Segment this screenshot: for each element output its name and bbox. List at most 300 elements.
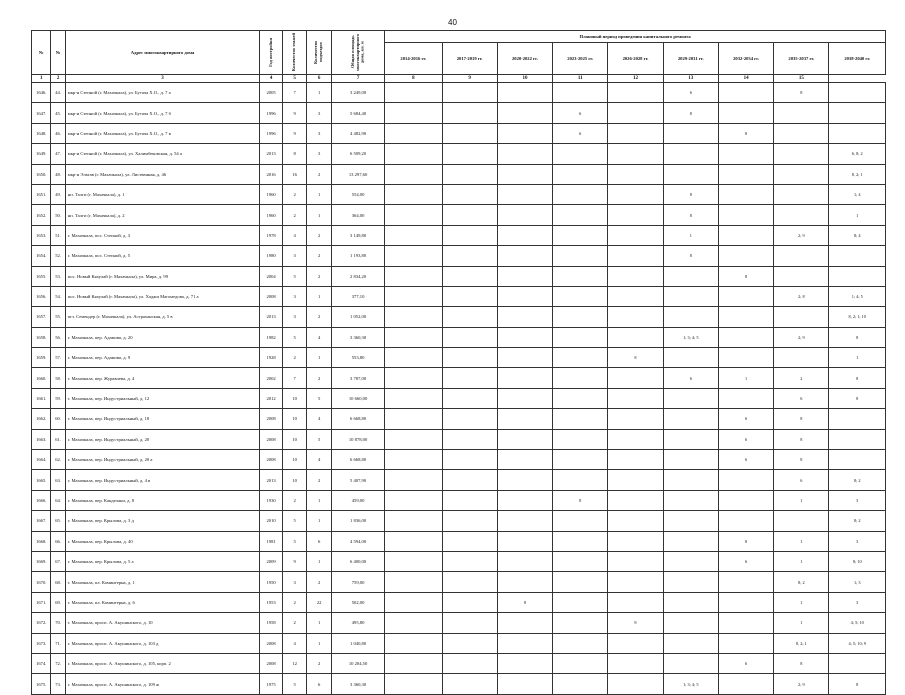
header-period-title: Плановый период проведения капитального ремонта xyxy=(385,31,886,43)
row-period-value xyxy=(829,123,886,143)
row-period-value xyxy=(774,246,829,266)
row-address: г. Махачкала, пер. Индустриальный, д. 20 а xyxy=(65,450,260,470)
row-period-value: 6 xyxy=(663,368,718,388)
row-period-value xyxy=(718,83,773,103)
table-row xyxy=(32,674,886,694)
row-floors: 4 xyxy=(282,633,307,653)
row-year: 1958 xyxy=(260,613,283,633)
row-number: 1661. xyxy=(32,388,51,408)
row-period-value xyxy=(497,490,552,510)
row-period-value xyxy=(385,409,442,429)
column-number: 8 xyxy=(385,75,442,83)
row-period-value: 8 xyxy=(608,613,663,633)
row-floors: 2 xyxy=(282,348,307,368)
column-number: 7 xyxy=(331,75,384,83)
row-number: 1666. xyxy=(32,490,51,510)
row-period-value xyxy=(497,307,552,327)
row-period-value xyxy=(497,327,552,347)
row-floors: 2 xyxy=(282,184,307,204)
row-period-value xyxy=(553,613,608,633)
row-period-value: 8 xyxy=(718,531,773,551)
row-period-value xyxy=(553,551,608,571)
row-entrances: 2 xyxy=(307,266,332,286)
header-period-1: 2017-2019 гг. xyxy=(442,43,497,75)
row-period-value xyxy=(774,348,829,368)
row-floors: 5 xyxy=(282,327,307,347)
header-area xyxy=(331,31,384,75)
header-no: № xyxy=(32,31,51,75)
row-local-number: 66. xyxy=(51,531,65,551)
row-period-value xyxy=(553,531,608,551)
row-address: нп. Талги (г. Махачкала), д. 2 xyxy=(65,205,260,225)
row-year: 1950 xyxy=(260,572,283,592)
row-number: 1664. xyxy=(32,450,51,470)
table-row xyxy=(32,164,886,184)
row-period-value: 2; 9 xyxy=(774,327,829,347)
row-floors: 7 xyxy=(282,83,307,103)
row-period-value xyxy=(497,368,552,388)
row-period-value xyxy=(608,572,663,592)
row-period-value xyxy=(385,653,442,673)
row-address: г. Махачкала, пер. Индустриальный, д. 4 в xyxy=(65,470,260,490)
row-local-number: 54. xyxy=(51,286,65,306)
row-period-value xyxy=(608,674,663,694)
row-period-value xyxy=(553,164,608,184)
row-area: 4 594,00 xyxy=(331,531,384,551)
row-period-value xyxy=(718,613,773,633)
row-address: мкр-н Степной (г. Махачкала), ул. Бутача Х.О., д. 7 б xyxy=(65,103,260,123)
row-period-value xyxy=(718,388,773,408)
row-period-value xyxy=(718,470,773,490)
row-period-value xyxy=(829,83,886,103)
row-period-value xyxy=(442,633,497,653)
row-entrances: 2 xyxy=(307,572,332,592)
row-floors: 3 xyxy=(282,572,307,592)
row-entrances: 1 xyxy=(307,551,332,571)
row-period-value: 2; 8 xyxy=(774,286,829,306)
table-row xyxy=(32,123,886,143)
row-entrances: 1 xyxy=(307,184,332,204)
row-period-value: 6 xyxy=(774,388,829,408)
row-period-value: 8 xyxy=(663,246,718,266)
header-period-7: 2035-2037 гг. xyxy=(774,43,829,75)
row-period-value xyxy=(663,123,718,143)
row-period-value xyxy=(608,246,663,266)
row-period-value xyxy=(442,286,497,306)
header-period-6: 2032-2034 гг. xyxy=(718,43,773,75)
row-number: 1659. xyxy=(32,348,51,368)
row-address: г. Махачкала, пос. Степной, д. 3 xyxy=(65,225,260,245)
row-period-value: 8, 2; 1; 10 xyxy=(829,307,886,327)
row-entrances: 6 xyxy=(307,531,332,551)
row-period-value: 8; 2 xyxy=(829,470,886,490)
row-period-value xyxy=(774,307,829,327)
row-floors: 8 xyxy=(282,144,307,164)
row-period-value xyxy=(385,633,442,653)
row-year: 2009 xyxy=(260,551,283,571)
row-period-value xyxy=(442,470,497,490)
row-period-value xyxy=(385,674,442,694)
row-year: 2005 xyxy=(260,83,283,103)
row-period-value xyxy=(608,531,663,551)
header-year-label: Год постройки xyxy=(267,37,273,67)
row-period-value xyxy=(608,103,663,123)
row-period-value xyxy=(442,225,497,245)
row-period-value xyxy=(497,551,552,571)
row-period-value: 8 xyxy=(774,653,829,673)
row-entrances: 2 xyxy=(307,368,332,388)
row-period-value xyxy=(385,307,442,327)
row-floors: 12 xyxy=(282,653,307,673)
row-period-value xyxy=(385,348,442,368)
row-period-value: 8 xyxy=(829,368,886,388)
row-period-value xyxy=(718,327,773,347)
row-period-value: 8; 2 xyxy=(774,572,829,592)
row-entrances: 5 xyxy=(307,429,332,449)
row-period-value xyxy=(385,83,442,103)
row-local-number: 55. xyxy=(51,307,65,327)
row-entrances: 4 xyxy=(307,327,332,347)
header-period-2: 2020-2022 гг. xyxy=(497,43,552,75)
row-year: 2008 xyxy=(260,633,283,653)
row-period-value: 8 xyxy=(663,103,718,123)
row-period-value xyxy=(608,490,663,510)
column-number: 9 xyxy=(442,75,497,83)
table-row xyxy=(32,531,886,551)
row-entrances: 2 xyxy=(307,307,332,327)
row-number: 1670. xyxy=(32,572,51,592)
row-number: 1675. xyxy=(32,674,51,694)
row-entrances: 1 xyxy=(307,490,332,510)
row-period-value xyxy=(774,266,829,286)
row-period-value xyxy=(553,633,608,653)
row-year: 2004 xyxy=(260,266,283,286)
row-period-value xyxy=(718,348,773,368)
table-row xyxy=(32,103,886,123)
row-period-value xyxy=(553,470,608,490)
row-address: г. Махачкала, пер. Крылова, д. 40 xyxy=(65,531,260,551)
row-period-value: 4; 5; 10; 9 xyxy=(829,633,886,653)
row-period-value: 8 xyxy=(718,266,773,286)
row-period-value xyxy=(497,653,552,673)
row-year: 1930 xyxy=(260,490,283,510)
table-row xyxy=(32,511,886,531)
row-period-value: 1 xyxy=(774,592,829,612)
row-period-value: 8, 2; 1 xyxy=(774,633,829,653)
row-period-value: 1 xyxy=(829,205,886,225)
row-period-value: 6 xyxy=(718,450,773,470)
row-period-value: 8 xyxy=(553,490,608,510)
row-period-value xyxy=(497,348,552,368)
row-year: 2008 xyxy=(260,286,283,306)
row-year: 2008 xyxy=(260,450,283,470)
row-address: мкр-н Степной (г. Махачкала), ул. Бутача Х.О., д. 7 в xyxy=(65,123,260,143)
row-area: 553,80 xyxy=(331,348,384,368)
row-address: пос. Новый Кяхулай (г. Махачкала), ул. Мира, д. 99 xyxy=(65,266,260,286)
row-area: 6 509,20 xyxy=(331,144,384,164)
table-row xyxy=(32,450,886,470)
row-period-value xyxy=(663,144,718,164)
row-address: г. Махачкала, пос. Степной, д. 5 xyxy=(65,246,260,266)
row-period-value xyxy=(718,286,773,306)
row-period-value xyxy=(718,144,773,164)
row-local-number: 68. xyxy=(51,572,65,592)
row-period-value xyxy=(608,286,663,306)
row-period-value xyxy=(442,674,497,694)
row-period-value xyxy=(663,388,718,408)
row-local-number: 73. xyxy=(51,674,65,694)
row-period-value xyxy=(663,348,718,368)
row-period-value xyxy=(608,450,663,470)
row-period-value xyxy=(442,348,497,368)
row-period-value xyxy=(442,368,497,388)
row-period-value xyxy=(497,184,552,204)
row-period-value: 6, 8; 2 xyxy=(829,144,886,164)
row-period-value xyxy=(553,83,608,103)
row-period-value xyxy=(608,266,663,286)
column-number: 2 xyxy=(51,75,65,83)
row-period-value xyxy=(442,205,497,225)
row-local-number: 48. xyxy=(51,164,65,184)
row-period-value: 8, 2; 1 xyxy=(829,164,886,184)
row-year: 2008 xyxy=(260,653,283,673)
row-period-value xyxy=(385,205,442,225)
row-year: 2008 xyxy=(260,429,283,449)
row-period-value xyxy=(553,327,608,347)
row-period-value: 8 xyxy=(774,409,829,429)
row-period-value xyxy=(663,470,718,490)
row-period-value xyxy=(385,388,442,408)
row-period-value xyxy=(718,205,773,225)
row-period-value xyxy=(385,429,442,449)
row-period-value xyxy=(553,348,608,368)
row-local-number: 62. xyxy=(51,450,65,470)
row-period-value xyxy=(663,653,718,673)
row-period-value xyxy=(385,164,442,184)
row-period-value: 8; 10 xyxy=(829,551,886,571)
row-local-number: 44. xyxy=(51,83,65,103)
row-number: 1667. xyxy=(32,511,51,531)
row-local-number: 46. xyxy=(51,123,65,143)
table-row xyxy=(32,368,886,388)
row-period-value xyxy=(497,531,552,551)
row-period-value: 3 xyxy=(829,490,886,510)
row-period-value xyxy=(442,490,497,510)
row-period-value xyxy=(663,307,718,327)
row-period-value xyxy=(608,511,663,531)
row-floors: 5 xyxy=(282,531,307,551)
row-period-value xyxy=(385,592,442,612)
row-address: г. Махачкала, пер. Адамова, д. 9 xyxy=(65,348,260,368)
row-period-value xyxy=(385,511,442,531)
column-number: 5 xyxy=(282,75,307,83)
row-period-value xyxy=(442,123,497,143)
row-area: 10 204,50 xyxy=(331,653,384,673)
row-period-value: 6 xyxy=(718,409,773,429)
header-address: Адрес многоквартирного дома xyxy=(65,31,260,75)
row-period-value: 1 xyxy=(663,225,718,245)
row-period-value: 1; 3 xyxy=(829,572,886,592)
row-period-value: 1 xyxy=(829,348,886,368)
row-entrances: 2 xyxy=(307,246,332,266)
row-local-number: 51. xyxy=(51,225,65,245)
row-number: 1663. xyxy=(32,429,51,449)
row-area: 3 360,30 xyxy=(331,674,384,694)
row-area: 3 360,30 xyxy=(331,327,384,347)
row-year: 1980 xyxy=(260,246,283,266)
row-period-value: 6 xyxy=(553,103,608,123)
row-period-value xyxy=(497,225,552,245)
row-floors: 3 xyxy=(282,246,307,266)
row-number: 1674. xyxy=(32,653,51,673)
row-period-value xyxy=(718,490,773,510)
row-period-value xyxy=(774,205,829,225)
row-floors: 10 xyxy=(282,409,307,429)
row-period-value xyxy=(385,572,442,592)
row-local-number: 57. xyxy=(51,348,65,368)
row-period-value xyxy=(608,327,663,347)
row-period-value: 8; 4 xyxy=(829,225,886,245)
row-period-value xyxy=(553,368,608,388)
row-number: 1649. xyxy=(32,144,51,164)
row-period-value xyxy=(442,184,497,204)
column-number: 12 xyxy=(608,75,663,83)
row-entrances: 4 xyxy=(307,450,332,470)
table-row xyxy=(32,184,886,204)
row-period-value xyxy=(718,674,773,694)
row-year: 2016 xyxy=(260,164,283,184)
row-period-value xyxy=(553,184,608,204)
row-period-value xyxy=(442,511,497,531)
header-entrances xyxy=(307,31,332,75)
row-period-value xyxy=(663,266,718,286)
row-period-value xyxy=(385,103,442,123)
row-address: пгт. Семендер (г. Махачкала), ул. Астраханская, д. 5 в xyxy=(65,307,260,327)
table-row xyxy=(32,551,886,571)
table-row xyxy=(32,327,886,347)
row-local-number: 67. xyxy=(51,551,65,571)
table-row xyxy=(32,409,886,429)
row-floors: 7 xyxy=(282,368,307,388)
table-row xyxy=(32,388,886,408)
row-period-value xyxy=(385,368,442,388)
row-entrances: 2 xyxy=(307,653,332,673)
row-year: 1928 xyxy=(260,348,283,368)
table-row xyxy=(32,83,886,103)
row-period-value xyxy=(497,103,552,123)
table-row xyxy=(32,592,886,612)
row-period-value: 8 xyxy=(718,123,773,143)
column-number: 15 xyxy=(774,75,829,83)
row-period-value xyxy=(385,450,442,470)
row-area: 459,00 xyxy=(331,490,384,510)
row-period-value xyxy=(663,531,718,551)
row-area: 364,00 xyxy=(331,205,384,225)
row-number: 1652. xyxy=(32,205,51,225)
header-period-0: 2014-2016 гг. xyxy=(385,43,442,75)
row-period-value xyxy=(608,633,663,653)
row-floors: 3 xyxy=(282,307,307,327)
row-period-value: 6 xyxy=(718,551,773,571)
row-number: 1665. xyxy=(32,470,51,490)
header-floors xyxy=(282,31,307,75)
row-period-value xyxy=(385,144,442,164)
row-period-value xyxy=(608,551,663,571)
table-row xyxy=(32,633,886,653)
row-period-value xyxy=(718,164,773,184)
row-period-value xyxy=(608,184,663,204)
row-period-value xyxy=(497,266,552,286)
row-year: 2002 xyxy=(260,368,283,388)
row-year: 1975 xyxy=(260,674,283,694)
row-period-value xyxy=(663,511,718,531)
column-number: 3 xyxy=(65,75,260,83)
capital-repair-table xyxy=(31,30,886,695)
row-period-value xyxy=(385,490,442,510)
header-floors-label: Количество этажей xyxy=(291,32,297,72)
row-period-value xyxy=(718,307,773,327)
row-area: 10 878,00 xyxy=(331,429,384,449)
table-row xyxy=(32,307,886,327)
row-period-value xyxy=(829,103,886,123)
row-period-value xyxy=(553,409,608,429)
row-entrances: 5 xyxy=(307,388,332,408)
row-period-value xyxy=(718,184,773,204)
table-row xyxy=(32,653,886,673)
table-row xyxy=(32,613,886,633)
row-period-value xyxy=(608,409,663,429)
row-period-value xyxy=(385,266,442,286)
row-period-value xyxy=(663,164,718,184)
row-address: г. Махачкала, пер. Адамова, д. 20 xyxy=(65,327,260,347)
table-row xyxy=(32,225,886,245)
row-period-value: 8 xyxy=(663,205,718,225)
header-period-3: 2023-2025 гг. xyxy=(553,43,608,75)
row-year: 1996 xyxy=(260,123,283,143)
row-period-value xyxy=(829,266,886,286)
row-period-value xyxy=(774,144,829,164)
column-number: 1 xyxy=(32,75,51,83)
table-row xyxy=(32,205,886,225)
row-period-value xyxy=(442,307,497,327)
row-period-value xyxy=(385,327,442,347)
row-address: г. Махачкала, пер. Индустриальный, д. 12 xyxy=(65,388,260,408)
row-area: 10 660,00 xyxy=(331,388,384,408)
row-entrances: 1 xyxy=(307,205,332,225)
row-area: 1 052,00 xyxy=(331,307,384,327)
column-number: 4 xyxy=(260,75,283,83)
row-floors: 5 xyxy=(282,266,307,286)
row-period-value xyxy=(608,225,663,245)
row-period-value: 4; 5; 10 xyxy=(829,613,886,633)
row-local-number: 49. xyxy=(51,184,65,204)
row-floors: 10 xyxy=(282,470,307,490)
row-floors: 9 xyxy=(282,551,307,571)
row-period-value xyxy=(385,246,442,266)
row-area: 495,80 xyxy=(331,613,384,633)
row-number: 1651. xyxy=(32,184,51,204)
row-period-value xyxy=(718,511,773,531)
column-number: 10 xyxy=(497,75,552,83)
row-period-value xyxy=(497,246,552,266)
row-period-value xyxy=(497,450,552,470)
row-period-value xyxy=(497,205,552,225)
row-entrances: 1 xyxy=(307,511,332,531)
row-period-value xyxy=(718,633,773,653)
row-period-value: 6 xyxy=(774,470,829,490)
table-row xyxy=(32,470,886,490)
row-area: 3 249,00 xyxy=(331,83,384,103)
